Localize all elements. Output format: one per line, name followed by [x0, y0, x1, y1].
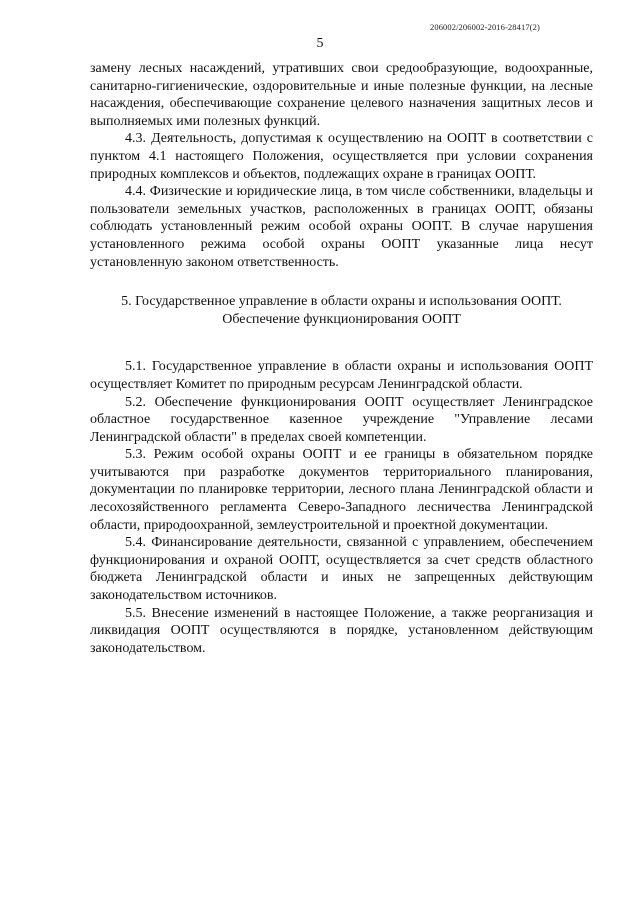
paragraph-continuation: замену лесных насаждений, утративших свои средообразующие, водоохранные, санитарно-гигиенические, оздоровительные и иные полезные функции, на лесные насаждения, обеспечивающие сохранение целевого назначения защитных лесов и выполняемых ими полезных функций.: [90, 61, 593, 129]
paragraph-5-3: 5.3. Режим особой охраны ООПТ и ее границы в обязательном порядке учитываются при разработке документов территориального планирования, документации по планировке территории, лесного плана Ленинградской области и лесохозяйственного регламента Северо-Западного лесничества Ленинградской области, природоохранной, землеустроительной и проектной документации.: [90, 447, 593, 533]
paragraph-4-4: 4.4. Физические и юридические лица, в том числе собственники, владельцы и пользователи земельных участков, расположенных в границах ООПТ, обязаны соблюдать установленный режим особой охраны ООПТ. В случае нарушения установленного режима особой охраны ООПТ указанные лица несут установленную законом ответственность.: [90, 184, 593, 270]
paragraph-5-2: 5.2. Обеспечение функционирования ООПТ осуществляет Ленинградское областное государственное казенное учреждение "Управление лесами Ленинградской области" в пределах своей компетенции.: [90, 394, 593, 445]
paragraph-5-5: 5.5. Внесение изменений в настоящее Положение, а также реорганизация и ликвидация ООПТ осуществляются в порядке, установленном действующим законодательством.: [90, 605, 593, 656]
page-number: 5: [316, 36, 324, 51]
section-heading-line2: Обеспечение функционирования ООПТ: [222, 311, 461, 327]
paragraph-4-3: 4.3. Деятельность, допустимая к осуществлению на ООПТ в соответствии с пунктом 4.1 настоящего Положения, осуществляется при условии сохранения природных комплексов и объектов, подлежащих охране в границах ООПТ.: [90, 131, 593, 182]
section-heading-line1: 5. Государственное управление в области охраны и использования ООПТ.: [121, 294, 562, 310]
document-id: 206002/206002-2016-28417(2): [430, 22, 540, 32]
section-heading: [90, 293, 593, 328]
paragraph-5-4: 5.4. Финансирование деятельности, связанной с управлением, обеспечением функционирования и охраной ООПТ, осуществляется за счет средств областного бюджета Ленинградской области и иных не запрещенных действующим законодательством источников.: [90, 535, 593, 604]
paragraph-5-1: 5.1. Государственное управление в области охраны и использования ООПТ осуществляет Комитет по природным ресурсам Ленинградской области.: [90, 359, 593, 392]
document-body: [90, 60, 593, 657]
